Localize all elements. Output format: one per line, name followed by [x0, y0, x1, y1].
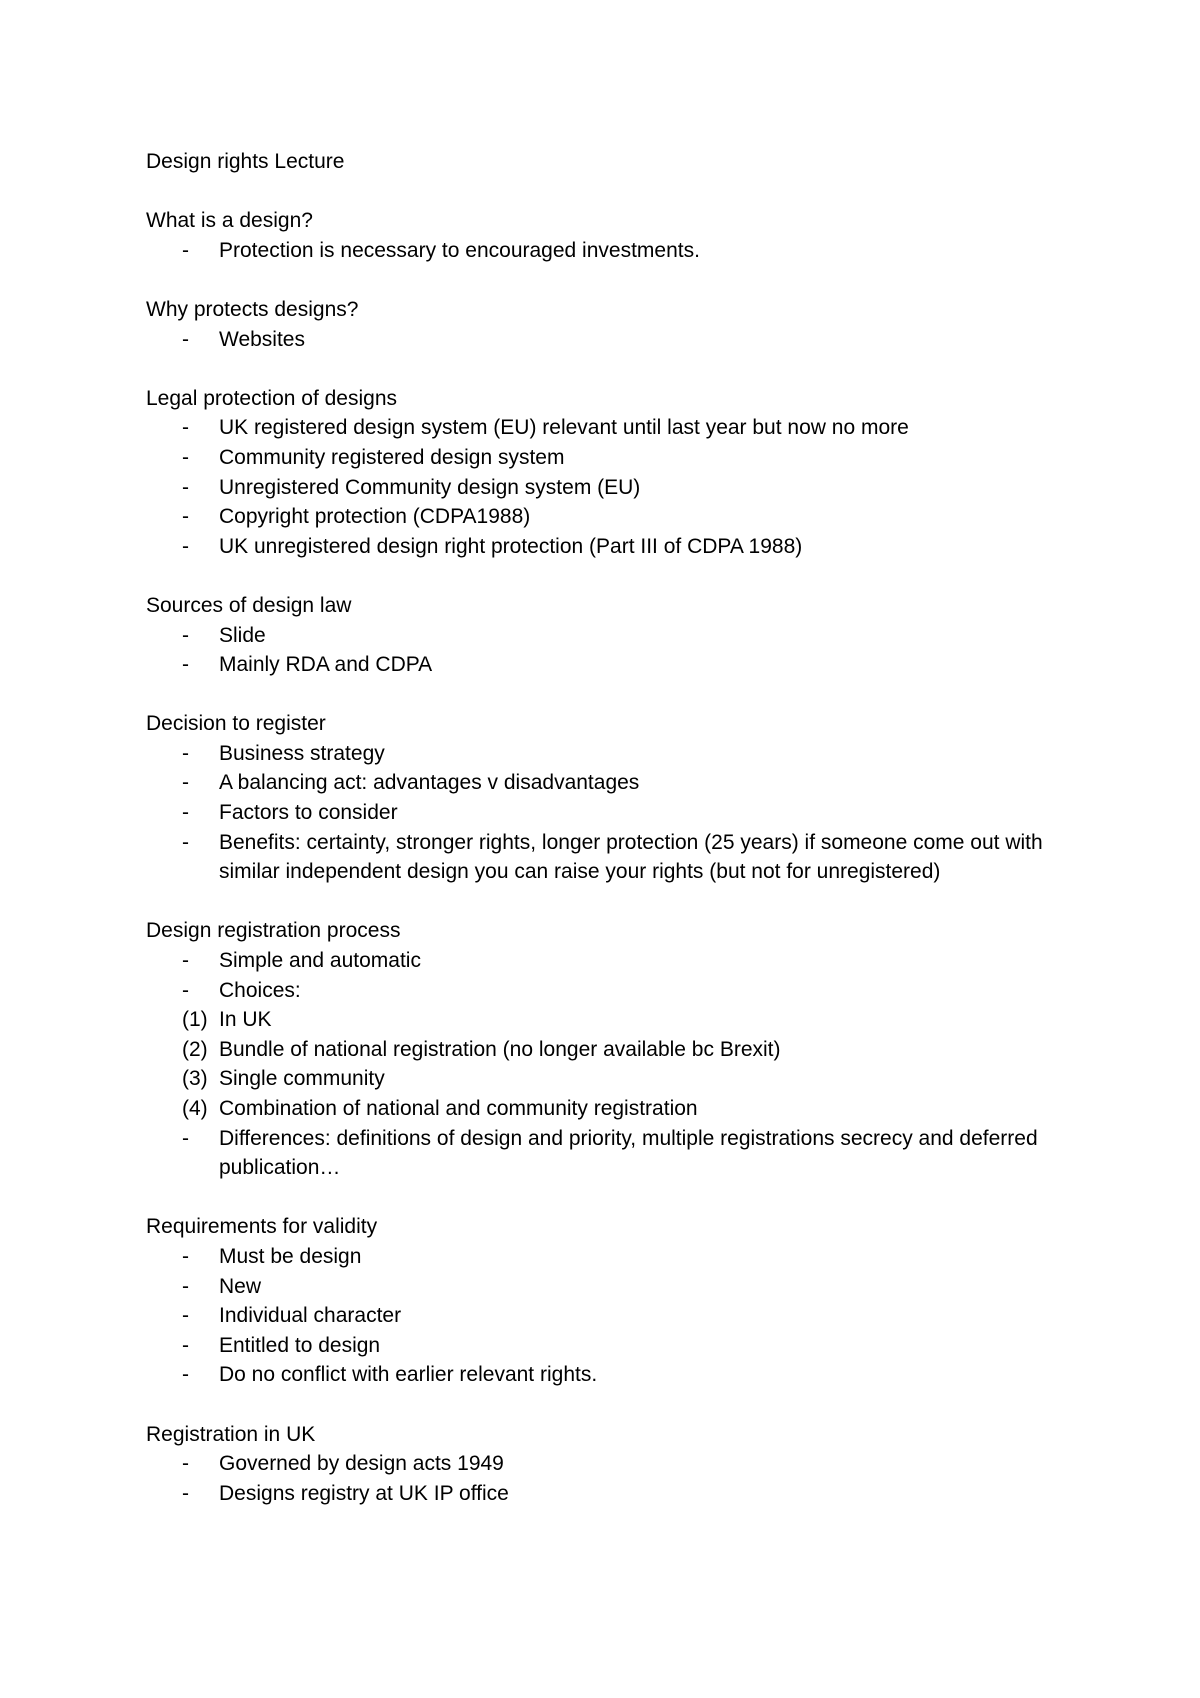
dash-bullet: -: [182, 238, 189, 262]
list-item: [146, 1272, 1076, 1302]
list-item: [146, 1035, 1076, 1065]
list-item-text: New: [219, 1274, 262, 1298]
list-item: [146, 236, 1076, 266]
list-item: [146, 798, 1076, 828]
dash-bullet: -: [182, 1244, 189, 1268]
list-item: [146, 532, 1076, 562]
number-marker: (4): [182, 1097, 208, 1120]
list-item-text: Community registered design system: [219, 445, 565, 469]
dash-bullet: -: [182, 623, 189, 647]
dash-bullet: -: [182, 327, 189, 351]
list-item-text: Protection is necessary to encouraged investments.: [219, 238, 700, 262]
list-item-text: Benefits: certainty, stronger rights, longer protection (25 years) if someone come out with similar independent design you can raise your rights (but not for unregistered): [219, 830, 1043, 884]
dash-bullet: -: [182, 801, 189, 825]
list-item-text: UK registered design system (EU) relevant until last year but now no more: [219, 416, 909, 440]
dash-bullet: -: [182, 534, 189, 558]
list-item: [146, 1331, 1076, 1361]
list-item-text: Unregistered Community design system (EU): [219, 475, 641, 499]
section: [146, 1212, 1076, 1390]
dash-bullet: -: [182, 771, 189, 795]
dash-bullet: -: [182, 1363, 189, 1387]
list-item: [146, 976, 1076, 1006]
dash-bullet: -: [182, 978, 189, 1002]
list-item: [146, 325, 1076, 355]
list-item: [146, 1301, 1076, 1331]
section: [146, 384, 1076, 562]
dash-bullet: -: [182, 416, 189, 440]
list-item-text: Copyright protection (CDPA1988): [219, 505, 531, 529]
section-heading: Sources of design law: [146, 593, 352, 617]
list-item-text: Individual character: [219, 1304, 402, 1328]
list-item-text: Choices:: [219, 978, 301, 1002]
list-item-text: In UK: [219, 1008, 272, 1032]
dash-bullet: -: [182, 741, 189, 765]
list-item: [146, 739, 1076, 769]
list-item: [146, 473, 1076, 503]
list-item-text: Single community: [219, 1067, 385, 1091]
section-heading: Decision to register: [146, 712, 326, 736]
list-item: [146, 768, 1076, 798]
list-item-text: Do no conflict with earlier relevant rights.: [219, 1363, 598, 1387]
document-title: Design rights Lecture: [146, 150, 345, 173]
dash-bullet: -: [182, 1481, 189, 1505]
list-item: [146, 443, 1076, 473]
dash-bullet: -: [182, 1333, 189, 1357]
list-item-text: Bundle of national registration (no longer available bc Brexit): [219, 1037, 781, 1061]
section: [146, 1420, 1076, 1509]
dash-bullet: -: [182, 830, 189, 854]
dash-bullet: -: [182, 653, 189, 677]
list-item-text: Websites: [219, 327, 305, 351]
dash-bullet: -: [182, 475, 189, 499]
list-item: [146, 946, 1076, 976]
list-item: [146, 1124, 1076, 1183]
section: [146, 709, 1076, 887]
number-marker: (2): [182, 1037, 208, 1061]
list-item: [146, 1479, 1076, 1509]
dash-bullet: -: [182, 1126, 189, 1150]
list-item-text: Must be design: [219, 1244, 362, 1268]
sections-container: [146, 206, 1076, 1508]
section-heading: What is a design?: [146, 209, 313, 233]
list-item-text: Combination of national and community registration: [219, 1097, 698, 1120]
section-heading: Why protects designs?: [146, 297, 359, 321]
number-marker: (3): [182, 1067, 208, 1091]
section-list: [146, 325, 1076, 355]
list-item: [146, 413, 1076, 443]
list-item-text: A balancing act: advantages v disadvantages: [219, 771, 640, 795]
section-heading: Design registration process: [146, 919, 401, 943]
list-item: [146, 828, 1076, 887]
list-item: [146, 621, 1076, 651]
list-item: [146, 1005, 1076, 1035]
number-marker: (1): [182, 1008, 208, 1032]
list-item-text: Factors to consider: [219, 801, 398, 825]
list-item: [146, 1449, 1076, 1479]
list-item-text: Business strategy: [219, 741, 385, 765]
section-list: [146, 1449, 1076, 1508]
list-item-text: Designs registry at UK IP office: [219, 1481, 509, 1505]
list-item-text: UK unregistered design right protection (Part III of CDPA 1988): [219, 534, 803, 558]
list-item: [146, 1360, 1076, 1390]
list-item-text: Differences: definitions of design and priority, multiple registrations secrecy and deferred publication…: [219, 1126, 1038, 1180]
list-item-text: Slide: [219, 623, 266, 647]
list-item-text: Simple and automatic: [219, 949, 421, 973]
dash-bullet: -: [182, 1452, 189, 1476]
list-item-text: Governed by design acts 1949: [219, 1452, 504, 1476]
document-content: [146, 147, 1076, 1538]
section: [146, 916, 1076, 1182]
section-list: [146, 413, 1076, 561]
list-item: [146, 650, 1076, 680]
list-item: [146, 502, 1076, 532]
list-item: [146, 1064, 1076, 1094]
dash-bullet: -: [182, 445, 189, 469]
list-item-text: Entitled to design: [219, 1333, 381, 1357]
list-item: [146, 1094, 1076, 1124]
section-list: [146, 1242, 1076, 1390]
section-list: [146, 236, 1076, 266]
section-heading: Registration in UK: [146, 1422, 316, 1446]
dash-bullet: -: [182, 1304, 189, 1328]
section: [146, 591, 1076, 680]
dash-bullet: -: [182, 1274, 189, 1298]
list-item: [146, 1242, 1076, 1272]
section: [146, 206, 1076, 265]
section-heading: Requirements for validity: [146, 1215, 378, 1239]
section-list: [146, 739, 1076, 887]
dash-bullet: -: [182, 949, 189, 973]
section-list: [146, 946, 1076, 1183]
section-heading: Legal protection of designs: [146, 386, 398, 410]
section-list: [146, 621, 1076, 680]
list-item-text: Mainly RDA and CDPA: [219, 653, 433, 677]
dash-bullet: -: [182, 505, 189, 529]
section: [146, 295, 1076, 354]
